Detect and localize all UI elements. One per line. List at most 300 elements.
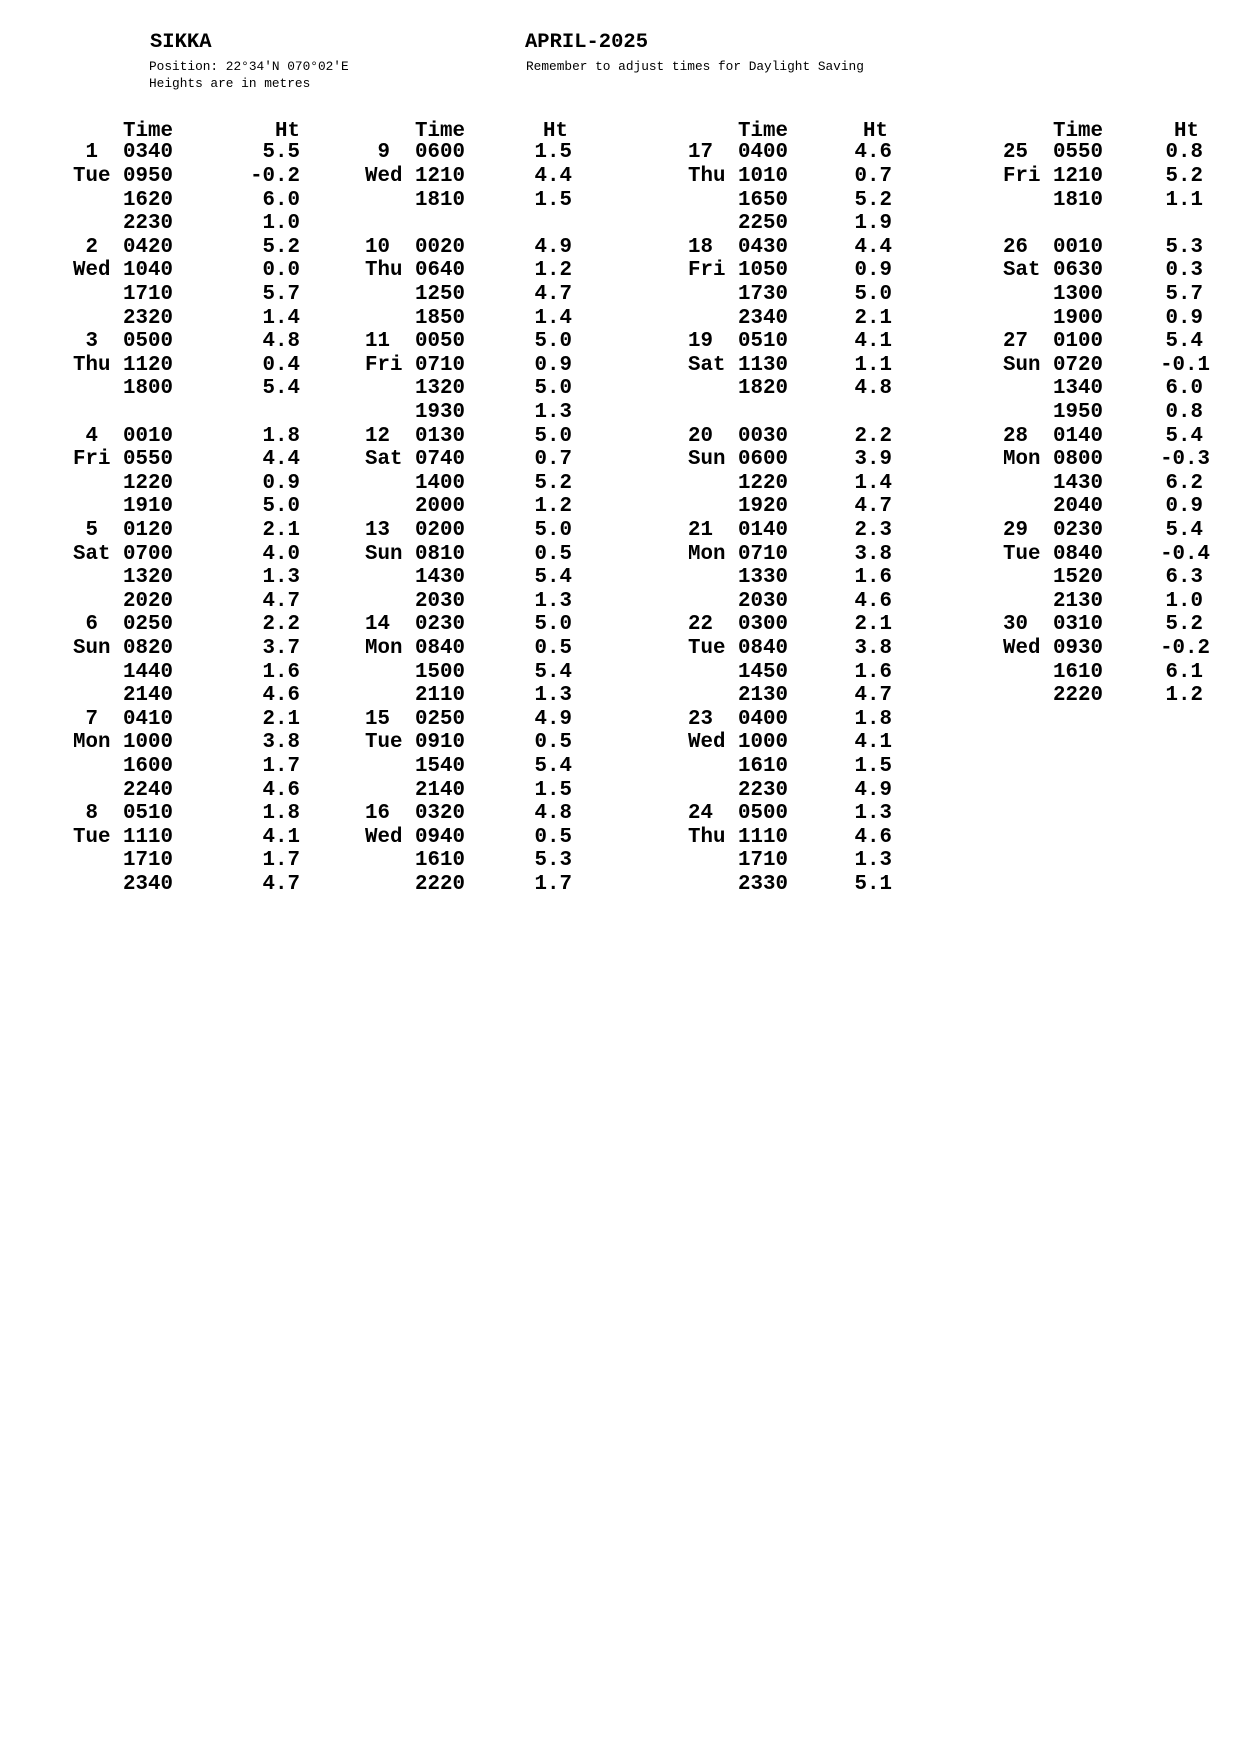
tide-height: 1.2	[534, 259, 572, 283]
tide-height: 1.5	[534, 188, 572, 212]
tide-time: 1000	[738, 731, 788, 755]
tide-row	[73, 307, 310, 331]
tide-height: 4.4	[262, 448, 300, 472]
tide-height: 5.0	[534, 613, 572, 637]
tide-row	[688, 637, 902, 661]
day-date: 10	[365, 235, 390, 259]
tide-row	[73, 377, 310, 401]
tide-row	[73, 519, 310, 543]
tide-height: 1.0	[1165, 589, 1203, 613]
tide-height: 5.0	[534, 377, 572, 401]
tide-row	[73, 566, 310, 590]
tide-height: 5.2	[534, 471, 572, 495]
tide-height: 5.3	[1165, 235, 1203, 259]
tide-row	[73, 354, 310, 378]
tide-time: 0800	[1053, 448, 1103, 472]
tide-time: 1300	[1053, 283, 1103, 306]
tide-height: -0.2	[1160, 637, 1210, 660]
tide-height: 1.4	[262, 306, 300, 330]
tide-row	[365, 566, 582, 590]
tide-time: 1130	[738, 353, 788, 377]
tide-height: 3.8	[854, 637, 892, 660]
tide-time: 2320	[123, 306, 173, 330]
tide-row	[73, 802, 310, 826]
tide-row	[365, 826, 582, 850]
day-date: 3	[85, 330, 98, 354]
day-date: 4	[85, 424, 98, 448]
tide-height: 0.5	[534, 825, 572, 849]
tide-time: 1220	[123, 471, 173, 495]
tide-time: 1900	[1053, 306, 1103, 330]
tide-height: 3.7	[262, 637, 300, 660]
day-date: 28	[1003, 424, 1028, 448]
tide-time: 0420	[123, 235, 173, 259]
tide-time: 0600	[738, 448, 788, 472]
day-date: 8	[85, 802, 98, 826]
tide-height: 0.7	[854, 165, 892, 188]
tide-height: 5.3	[534, 849, 572, 873]
day-weekday: Wed	[688, 731, 726, 755]
day-weekday: Mon	[1003, 448, 1041, 472]
day-date: 22	[688, 613, 713, 637]
tide-time: 0710	[738, 542, 788, 566]
tide-time: 0840	[415, 637, 465, 660]
tide-time: 0030	[738, 424, 788, 448]
tide-time: 1810	[1053, 188, 1103, 212]
day-date: 24	[688, 802, 713, 826]
tide-height: 5.4	[534, 660, 572, 684]
tide-time: 0130	[415, 424, 465, 448]
tide-row	[688, 519, 902, 543]
tide-time: 0100	[1053, 330, 1103, 354]
tide-height: 1.3	[534, 684, 572, 708]
tide-height: 4.4	[854, 235, 892, 259]
day-weekday: Tue	[73, 825, 111, 849]
tide-height: 6.0	[262, 188, 300, 212]
tide-row	[365, 661, 582, 685]
tide-height: 5.4	[262, 377, 300, 401]
tide-time: 1650	[738, 188, 788, 212]
day-weekday: Thu	[688, 165, 726, 188]
tide-time: 0200	[415, 519, 465, 542]
tide-time: 1320	[415, 377, 465, 401]
tide-height: 4.6	[262, 778, 300, 802]
tide-height: 5.5	[262, 141, 300, 165]
tide-row	[1003, 401, 1213, 425]
tide-height: 0.9	[262, 471, 300, 495]
tide-height: 1.5	[534, 778, 572, 802]
tide-time: 0600	[415, 141, 465, 165]
tide-time: 2140	[123, 684, 173, 708]
tide-height: 1.0	[262, 212, 300, 236]
tide-height: 6.2	[1165, 471, 1203, 495]
tide-height: 1.3	[534, 401, 572, 424]
tide-time: 1910	[123, 495, 173, 519]
tide-time: 2040	[1053, 495, 1103, 519]
tide-height: 0.3	[1165, 259, 1203, 283]
tide-time: 0810	[415, 542, 465, 566]
day-weekday: Mon	[73, 731, 111, 755]
tide-row	[365, 802, 582, 826]
tide-row	[1003, 425, 1213, 449]
tide-row	[73, 212, 310, 236]
day-weekday: Wed	[365, 825, 403, 849]
tide-time: 1050	[738, 259, 788, 283]
tide-row	[688, 354, 902, 378]
tide-height: 5.2	[262, 235, 300, 259]
tide-row	[365, 401, 582, 425]
day-weekday: Thu	[365, 259, 403, 283]
tide-height: 0.9	[1165, 306, 1203, 330]
tide-time: 2140	[415, 778, 465, 802]
tide-row	[73, 495, 310, 519]
tide-row	[1003, 637, 1213, 661]
day-date: 21	[688, 519, 713, 542]
tide-row	[73, 779, 310, 803]
tide-row	[1003, 519, 1213, 543]
tide-time: 0510	[123, 802, 173, 826]
tide-height: 0.5	[534, 731, 572, 755]
tide-time: 1040	[123, 259, 173, 283]
tide-row	[688, 330, 902, 354]
tide-row	[688, 283, 902, 307]
time-header: Time	[1053, 120, 1103, 143]
day-date: 30	[1003, 613, 1028, 637]
tide-height: 2.2	[854, 424, 892, 448]
tide-time: 0230	[1053, 519, 1103, 542]
month-title: APRIL-2025	[525, 31, 649, 54]
tide-time: 0550	[1053, 141, 1103, 165]
day-weekday: Mon	[688, 542, 726, 566]
tide-height: 1.7	[534, 873, 572, 896]
tide-row	[365, 283, 582, 307]
day-date: 13	[365, 519, 390, 542]
tide-height: 2.1	[262, 707, 300, 731]
tide-height: 5.4	[1165, 424, 1203, 448]
tide-row	[688, 731, 902, 755]
day-weekday: Fri	[1003, 165, 1041, 188]
height-header: Ht	[863, 120, 888, 143]
day-weekday: Sat	[73, 542, 111, 566]
day-weekday: Thu	[73, 353, 111, 377]
tide-row	[73, 849, 310, 873]
tide-time: 1950	[1053, 401, 1103, 424]
tide-height: 5.2	[1165, 613, 1203, 637]
tide-row	[688, 802, 902, 826]
tide-height: 3.8	[854, 542, 892, 566]
time-header: Time	[123, 120, 173, 143]
tide-height: 0.8	[1165, 401, 1203, 424]
tide-row	[73, 330, 310, 354]
tide-time: 1010	[738, 165, 788, 188]
tide-height: 1.3	[262, 566, 300, 590]
day-date: 29	[1003, 519, 1028, 542]
tide-row	[365, 755, 582, 779]
tide-height: 1.6	[854, 660, 892, 684]
tide-height: 1.3	[854, 849, 892, 873]
tide-height: 4.7	[854, 684, 892, 708]
tide-height: 1.6	[854, 566, 892, 590]
tide-row	[1003, 684, 1213, 708]
day-weekday: Wed	[365, 165, 403, 188]
day-date: 23	[688, 707, 713, 731]
tide-time: 2340	[738, 306, 788, 330]
tide-height: 3.9	[854, 448, 892, 472]
tide-time: 2000	[415, 495, 465, 519]
tide-row	[73, 543, 310, 567]
tide-row	[688, 212, 902, 236]
tide-time: 2250	[738, 212, 788, 236]
tide-height: 4.7	[262, 873, 300, 896]
tide-row	[1003, 566, 1213, 590]
day-date: 2	[85, 235, 98, 259]
tide-time: 1820	[738, 377, 788, 401]
tide-row	[365, 425, 582, 449]
tide-height: 4.6	[854, 141, 892, 165]
day-date: 17	[688, 141, 713, 165]
day-weekday: Mon	[365, 637, 403, 660]
day-weekday: Sat	[365, 448, 403, 472]
tide-time: 0400	[738, 707, 788, 731]
day-weekday: Sun	[73, 637, 111, 660]
tide-height: 4.8	[534, 802, 572, 826]
tide-row	[365, 637, 582, 661]
tide-time: 0740	[415, 448, 465, 472]
tide-time: 1450	[738, 660, 788, 684]
tide-row	[688, 661, 902, 685]
tide-height: 4.6	[854, 825, 892, 849]
day-weekday: Wed	[73, 259, 111, 283]
tide-time: 1220	[738, 471, 788, 495]
day-weekday: Tue	[73, 165, 111, 188]
tide-time: 0010	[1053, 235, 1103, 259]
tide-height: 1.4	[534, 306, 572, 330]
day-date: 20	[688, 424, 713, 448]
tide-row	[365, 472, 582, 496]
tide-row	[1003, 543, 1213, 567]
tide-height: 4.0	[262, 542, 300, 566]
tide-row	[1003, 661, 1213, 685]
tide-time: 1730	[738, 283, 788, 306]
tide-time: 2130	[738, 684, 788, 708]
tide-row	[365, 259, 582, 283]
tide-height: 1.9	[854, 212, 892, 236]
tide-row	[365, 377, 582, 401]
tide-row	[365, 684, 582, 708]
tide-height: 4.4	[534, 165, 572, 188]
tide-height: 6.1	[1165, 660, 1203, 684]
tide-time: 0720	[1053, 353, 1103, 377]
tide-time: 2030	[738, 589, 788, 613]
tide-row	[1003, 590, 1213, 614]
tide-height: 4.7	[854, 495, 892, 519]
time-header: Time	[415, 120, 465, 143]
tide-time: 1540	[415, 755, 465, 778]
tide-row	[365, 873, 582, 897]
tide-height: 2.2	[262, 613, 300, 637]
tide-time: 1430	[1053, 471, 1103, 495]
tide-height: 1.1	[1165, 188, 1203, 212]
day-date: 9	[377, 141, 390, 165]
tide-row	[73, 141, 310, 165]
tide-row	[688, 189, 902, 213]
day-weekday: Tue	[365, 731, 403, 755]
tide-row	[688, 165, 902, 189]
tide-row	[365, 236, 582, 260]
tide-row	[365, 708, 582, 732]
tide-height: 2.1	[262, 519, 300, 542]
tide-height: 1.8	[262, 424, 300, 448]
tide-row	[688, 779, 902, 803]
tide-row	[365, 189, 582, 213]
tide-height: 4.8	[854, 377, 892, 401]
day-date: 25	[1003, 141, 1028, 165]
tide-time: 1710	[738, 849, 788, 873]
tide-height: 2.1	[854, 613, 892, 637]
tide-row	[688, 141, 902, 165]
tide-time: 1110	[123, 825, 173, 849]
tide-height: 4.1	[854, 330, 892, 354]
day-weekday: Sun	[1003, 353, 1041, 377]
day-weekday: Wed	[1003, 637, 1041, 660]
tide-height: 5.0	[262, 495, 300, 519]
tide-height: 1.6	[262, 660, 300, 684]
tide-time: 0140	[738, 519, 788, 542]
tide-row	[1003, 189, 1213, 213]
tide-time: 0500	[738, 802, 788, 826]
tide-row	[73, 590, 310, 614]
tide-height: 4.6	[262, 684, 300, 708]
tide-time: 2130	[1053, 589, 1103, 613]
tide-row	[1003, 613, 1213, 637]
tide-row	[1003, 259, 1213, 283]
tide-time: 1930	[415, 401, 465, 424]
tide-time: 1610	[1053, 660, 1103, 684]
tide-time: 2220	[415, 873, 465, 896]
tide-row	[365, 613, 582, 637]
tide-height: 1.3	[854, 802, 892, 826]
tide-row	[688, 448, 902, 472]
tide-height: 5.4	[1165, 519, 1203, 542]
day-date: 1	[85, 141, 98, 165]
day-date: 6	[85, 613, 98, 637]
tide-row	[1003, 141, 1213, 165]
tide-row	[365, 731, 582, 755]
tide-row	[73, 731, 310, 755]
tide-time: 1620	[123, 188, 173, 212]
tide-row	[365, 590, 582, 614]
tide-row	[688, 755, 902, 779]
tide-height: 1.8	[854, 707, 892, 731]
tide-row	[73, 755, 310, 779]
day-date: 7	[85, 707, 98, 731]
tide-height: 4.8	[262, 330, 300, 354]
units-note: Heights are in metres	[149, 76, 311, 91]
day-weekday: Thu	[688, 825, 726, 849]
tide-time: 0020	[415, 235, 465, 259]
tide-height: -0.2	[250, 165, 300, 188]
height-header: Ht	[543, 120, 568, 143]
tide-row	[73, 425, 310, 449]
tide-time: 0250	[415, 707, 465, 731]
tide-height: 0.4	[262, 353, 300, 377]
tide-row	[688, 377, 902, 401]
tide-row	[365, 495, 582, 519]
tide-height: 4.9	[534, 235, 572, 259]
day-weekday: Sun	[365, 542, 403, 566]
tide-row	[365, 354, 582, 378]
tide-height: 5.7	[262, 283, 300, 306]
tide-time: 1850	[415, 306, 465, 330]
tide-height: 1.4	[854, 471, 892, 495]
day-date: 26	[1003, 235, 1028, 259]
tide-row	[73, 708, 310, 732]
tide-height: 4.6	[854, 589, 892, 613]
tide-time: 0120	[123, 519, 173, 542]
tide-time: 1320	[123, 566, 173, 590]
tide-time: 0230	[415, 613, 465, 637]
day-date: 16	[365, 802, 390, 826]
tide-time: 2220	[1053, 684, 1103, 708]
tide-height: 6.3	[1165, 566, 1203, 590]
tide-height: -0.4	[1160, 542, 1210, 566]
tide-time: 0820	[123, 637, 173, 660]
day-weekday: Fri	[365, 353, 403, 377]
tide-row	[73, 826, 310, 850]
tide-time: 0840	[738, 637, 788, 660]
tide-row	[688, 495, 902, 519]
station-name: SIKKA	[150, 31, 212, 54]
tide-height: 2.3	[854, 519, 892, 542]
tide-row	[688, 236, 902, 260]
tide-time: 1920	[738, 495, 788, 519]
tide-row	[73, 448, 310, 472]
tide-row	[365, 141, 582, 165]
tide-row	[688, 873, 902, 897]
tide-height: 5.4	[534, 755, 572, 778]
tide-time: 1500	[415, 660, 465, 684]
tide-row	[688, 543, 902, 567]
tide-time: 1800	[123, 377, 173, 401]
day-weekday: Fri	[73, 448, 111, 472]
tide-time: 0510	[738, 330, 788, 354]
tide-row	[73, 236, 310, 260]
tide-row	[73, 283, 310, 307]
tide-row	[73, 684, 310, 708]
tide-height: 4.7	[262, 589, 300, 613]
tide-time: 1440	[123, 660, 173, 684]
tide-time: 0140	[1053, 424, 1103, 448]
tide-row	[688, 307, 902, 331]
tide-row	[1003, 307, 1213, 331]
tide-height: 4.9	[534, 707, 572, 731]
tide-time: 1250	[415, 283, 465, 306]
tide-time: 1330	[738, 566, 788, 590]
day-date: 12	[365, 424, 390, 448]
tide-height: 4.7	[534, 283, 572, 306]
tide-height: 1.7	[262, 755, 300, 778]
tide-height: 5.1	[854, 873, 892, 896]
tide-time: 0410	[123, 707, 173, 731]
tide-row	[365, 307, 582, 331]
tide-height: 5.2	[854, 188, 892, 212]
tide-row	[365, 779, 582, 803]
tide-time: 2020	[123, 589, 173, 613]
tide-height: 1.2	[1165, 684, 1203, 708]
day-weekday: Fri	[688, 259, 726, 283]
tide-time: 0910	[415, 731, 465, 755]
tide-row	[73, 613, 310, 637]
